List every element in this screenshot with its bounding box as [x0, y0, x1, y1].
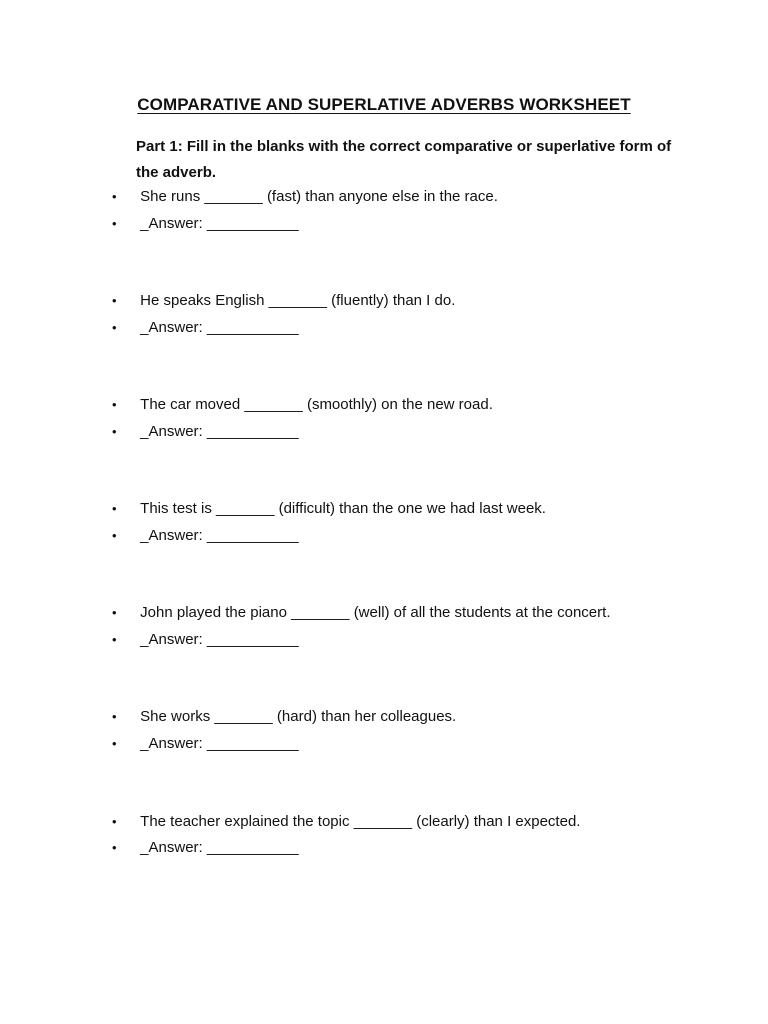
answer-line-3 — [112, 421, 299, 443]
answer-blank: _Answer: ___________ — [140, 423, 299, 440]
answer-line-4 — [112, 525, 299, 547]
question-prompt: The car moved _______ (smoothly) on the new road. — [140, 396, 493, 413]
bullet-icon: • — [112, 840, 117, 855]
question-prompt: She works _______ (hard) than her colleagues. — [140, 708, 457, 725]
question-4 — [112, 498, 546, 520]
bullet-icon: • — [112, 293, 117, 308]
bullet-icon: • — [112, 397, 117, 412]
question-6 — [112, 706, 456, 728]
question-prompt: He speaks English _______ (fluently) than I do. — [140, 292, 456, 309]
answer-line-1 — [112, 213, 299, 235]
worksheet-title: COMPARATIVE AND SUPERLATIVE ADVERBS WORKSHEET — [137, 95, 631, 114]
bullet-icon: • — [112, 320, 117, 335]
question-2 — [112, 290, 455, 312]
answer-blank: _Answer: ___________ — [140, 319, 299, 336]
answer-line-6 — [112, 733, 299, 755]
answer-blank: _Answer: ___________ — [140, 839, 299, 856]
answer-line-2 — [112, 317, 299, 339]
bullet-icon: • — [112, 216, 117, 231]
bullet-icon: • — [112, 501, 117, 516]
question-5 — [112, 602, 610, 624]
part-1-instructions: Part 1: Fill in the blanks with the correct comparative or superlative form of the adverb. — [136, 138, 672, 181]
bullet-icon: • — [112, 528, 117, 543]
bullet-icon: • — [112, 189, 117, 204]
bullet-icon: • — [112, 632, 117, 647]
bullet-icon: • — [112, 424, 117, 439]
question-1 — [112, 186, 498, 208]
question-7 — [112, 811, 580, 833]
question-prompt: She runs _______ (fast) than anyone else in the race. — [140, 188, 498, 205]
question-3 — [112, 394, 493, 416]
bullet-icon: • — [112, 814, 117, 829]
answer-blank: _Answer: ___________ — [140, 735, 299, 752]
answer-blank: _Answer: ___________ — [140, 527, 299, 544]
bullet-icon: • — [112, 709, 117, 724]
answer-line-5 — [112, 629, 299, 651]
answer-line-7 — [112, 837, 299, 859]
answer-blank: _Answer: ___________ — [140, 631, 299, 648]
question-prompt: The teacher explained the topic _______ (clearly) than I expected. — [140, 813, 581, 830]
question-prompt: This test is _______ (difficult) than the one we had last week. — [140, 500, 546, 517]
answer-blank: _Answer: ___________ — [140, 215, 299, 232]
bullet-icon: • — [112, 605, 117, 620]
bullet-icon: • — [112, 736, 117, 751]
question-prompt: John played the piano _______ (well) of all the students at the concert. — [140, 604, 611, 621]
